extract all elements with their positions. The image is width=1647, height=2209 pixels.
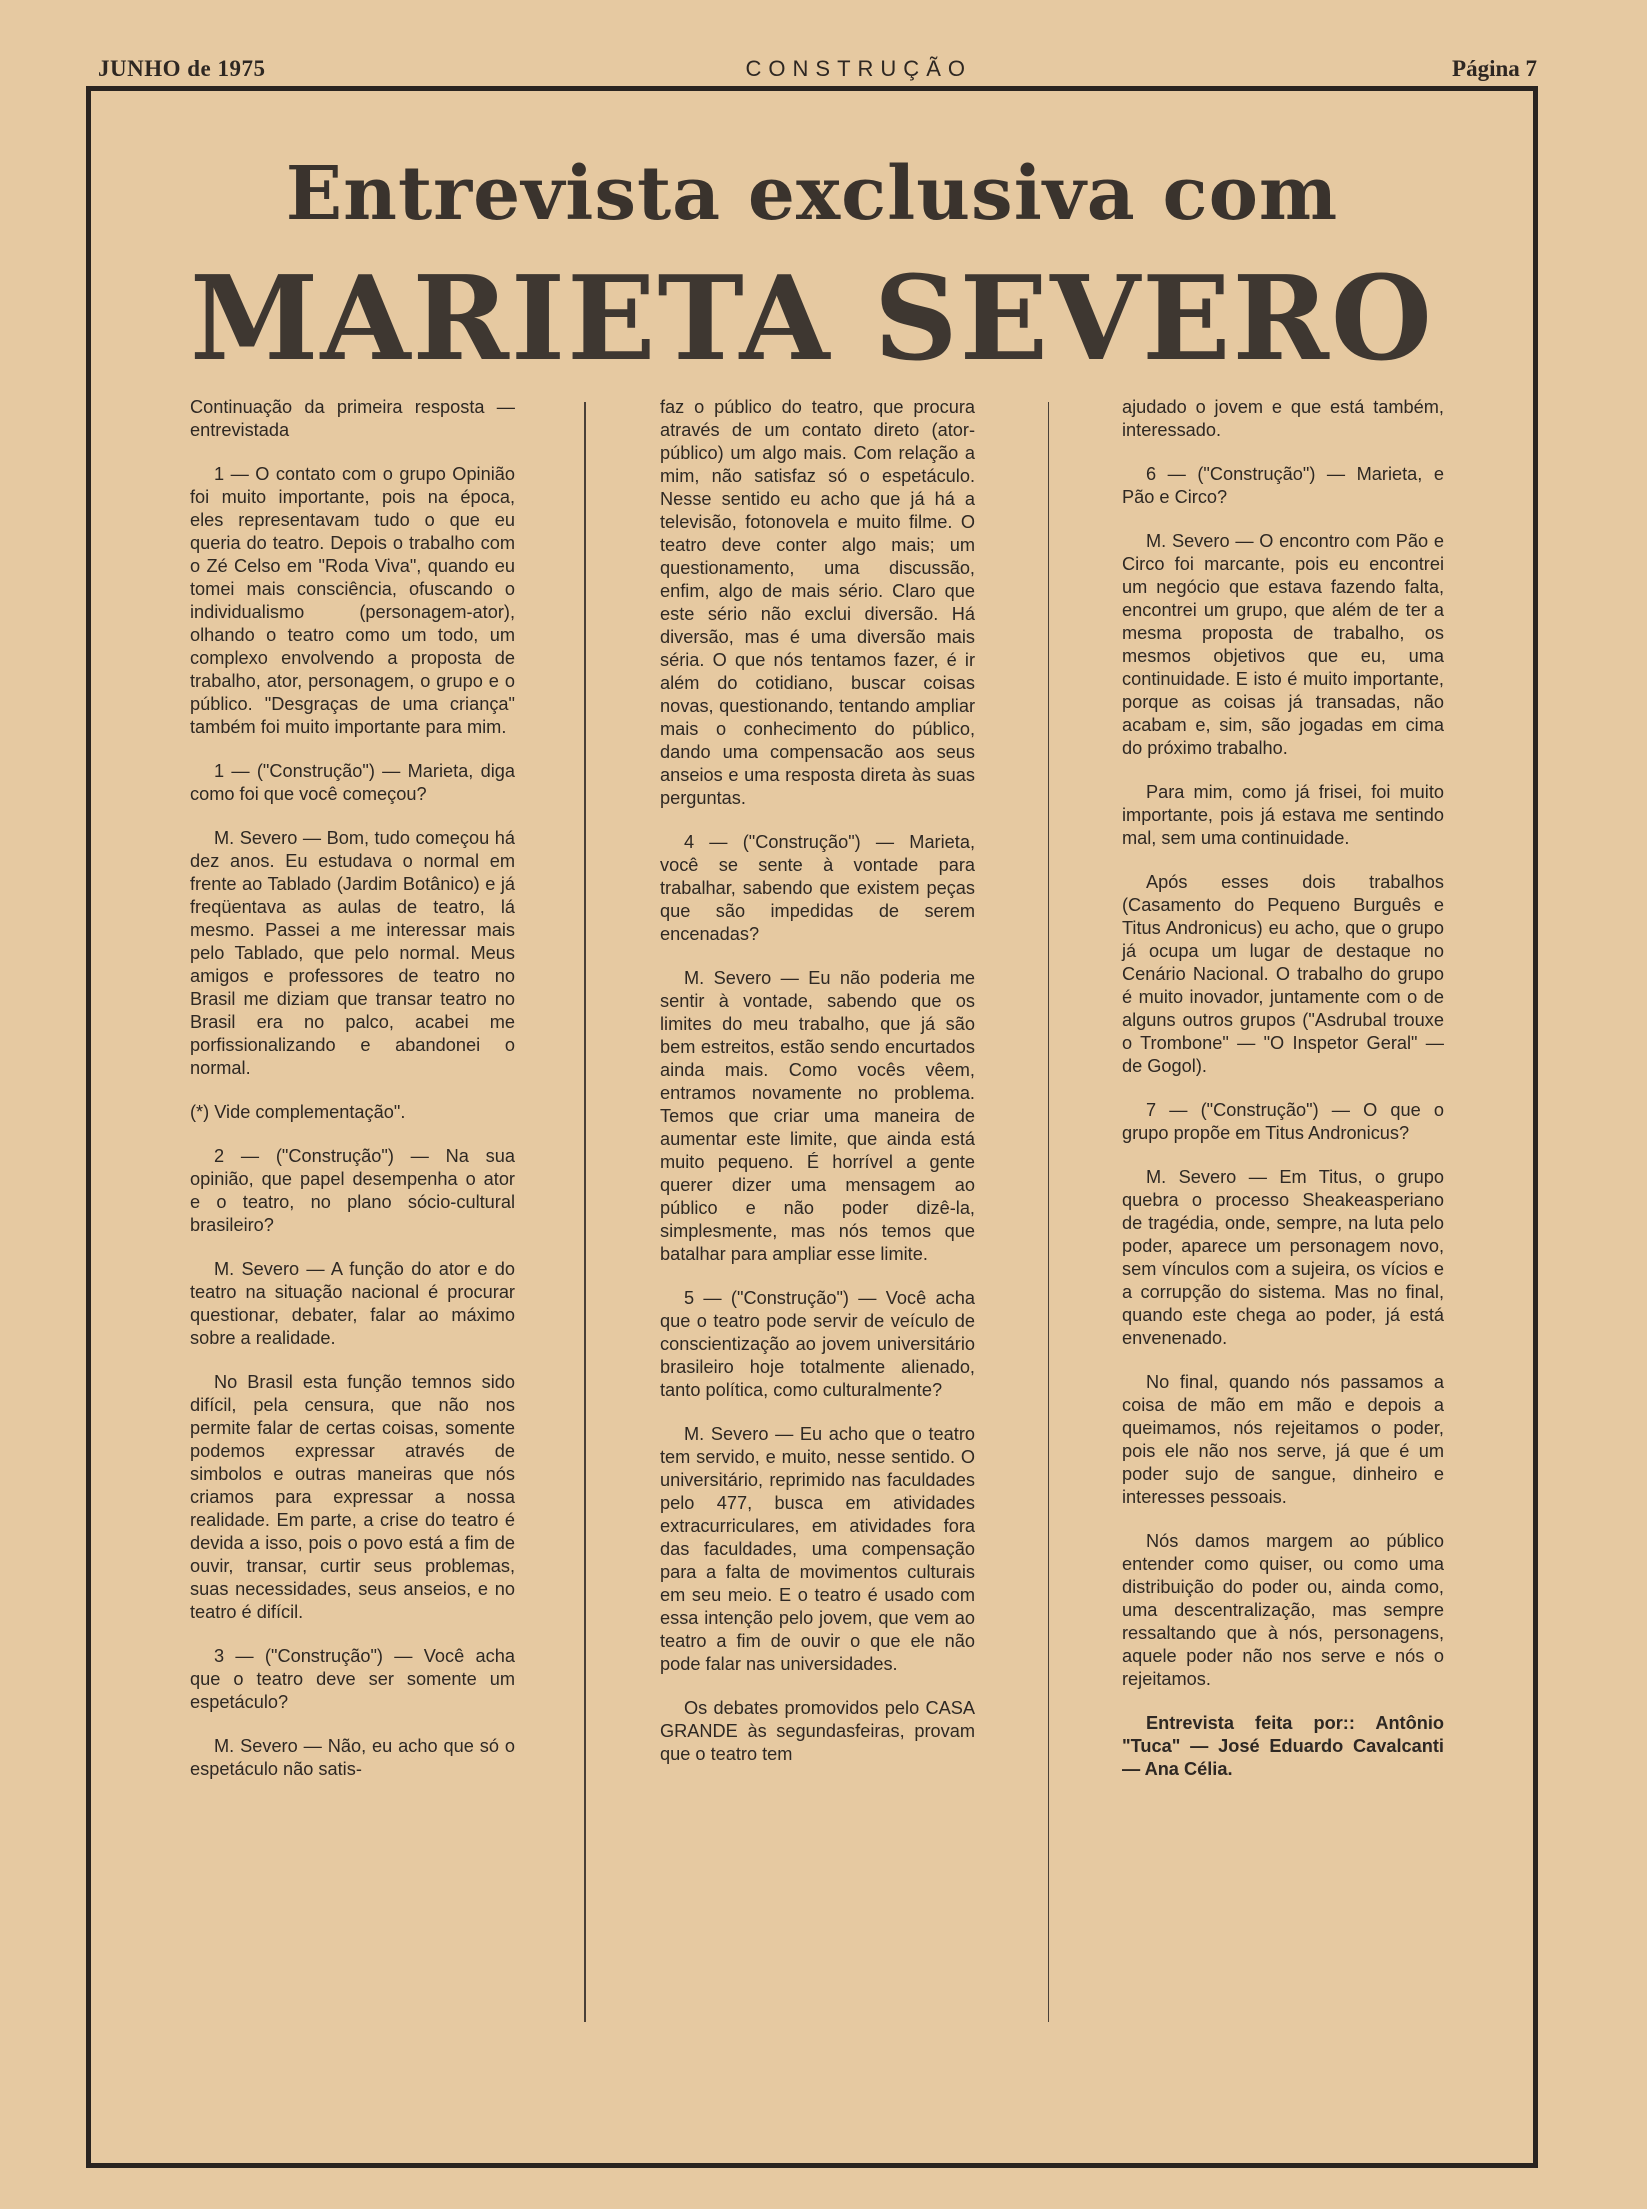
paragraph: 3 — ("Construção") — Você acha que o teatro deve ser somente um espetáculo? [190, 1646, 515, 1712]
issue-date: JUNHO de 1975 [98, 56, 266, 81]
paragraph: Após esses dois trabalhos (Casamento do Pequeno Burguês e Titus Andronicus) eu acho, que o grupo já ocupa um lugar de destaque no Cenário Nacional. O trabalho do grupo é muito inovador, juntamente com o de alguns outros grupos ("Asdrubal trouxe o Trombone" — "O Inspetor Geral" — de Gogol). [1122, 872, 1444, 1076]
paragraph: 5 — ("Construção") — Você acha que o teatro pode servir de veículo de conscientização ao jovem universitário brasileiro hoje totalmente alienado, tanto política, como culturalmente? [660, 1288, 975, 1400]
paragraph: 7 — ("Construção") — O que o grupo propõe em Titus Andronicus? [1122, 1100, 1444, 1143]
paragraph: 6 — ("Construção") — Marieta, e Pão e Circo? [1122, 464, 1444, 507]
paragraph: M. Severo — Em Titus, o grupo quebra o processo Sheakeasperiano de tragédia, onde, sempre, na luta pelo poder, aparece um personagem novo, sem vínculos com a sujeira, os vícios e a corrupção do sistema. Mas no final, quando este chega ao poder, já está envenenado. [1122, 1167, 1444, 1348]
paragraph: M. Severo — Bom, tudo começou há dez anos. Eu estudava o normal em frente ao Tablado (Jardim Botânico) e já freqüentava as aulas de teatro, lá mesmo. Passei a me interessar mais pelo Tablado, que pelo normal. Meus amigos e professores de teatro no Brasil me diziam que transar teatro no Brasil era no palco, acabei me porfissionalizando e abandonei o normal. [190, 828, 515, 1078]
newspaper-name: CONSTRUÇÃO [745, 56, 972, 81]
paragraph: M. Severo — Eu não poderia me sentir à vontade, sabendo que os limites do meu trabalho, que já são bem estreitos, estão sendo encurtados ainda mais. Como vocês vêem, entramos novamente no problema. Temos que criar uma maneira de aumentar este limite, que ainda está muito pequeno. É horrível a gente querer dizer uma mensagem ao público e não poder dizê-la, simplesmente, mas nós temos que batalhar para ampliar esse limite. [660, 968, 975, 1264]
paragraph: M. Severo — O encontro com Pão e Circo foi marcante, pois eu encontrei um negócio que estava fazendo falta, encontrei um grupo, que além de ter a mesma proposta de trabalho, os mesmos objetivos que eu, uma continuidade. E isto é muito importante, porque as coisas já transadas, não acabam e, sim, são jogadas em cima do próximo trabalho. [1122, 531, 1444, 758]
paragraph: Nós damos margem ao público entender como quiser, ou como uma distribuição do poder ou, ainda como, uma descentralização, mas sempre ressaltando que à nós, personagens, aquele poder não nos serve e nós o rejeitamos. [1122, 1531, 1444, 1689]
article-column-3 [1122, 396, 1444, 1802]
interview-credits: Entrevista feita por:: Antônio "Tuca" — José Eduardo Cavalcanti — Ana Célia. [1122, 1713, 1444, 1779]
paragraph: 1 — ("Construção") — Marieta, diga como foi que você começou? [190, 761, 515, 804]
paragraph: No final, quando nós passamos a coisa de mão em mão e depois a queimamos, nós rejeitamos o poder, pois ele não nos serve, já que é um poder sujo de sangue, dinheiro e interesses pessoais. [1122, 1372, 1444, 1507]
paragraph: faz o público do teatro, que procura através de um contato direto (ator-público) um algo mais. Com relação a mim, não satisfaz só o espetáculo. Nesse sentido eu acho que já há a televisão, fotonovela e muito filme. O teatro deve conter algo mais; um questionamento, uma discussão, enfim, algo de mais sério. Claro que este sério não exclui diversão. Há diversão, mas é uma diversão mais séria. O que nós tentamos fazer, é ir além do cotidiano, buscar coisas novas, questionando, tentando ampliar mais o conhecimento do público, dando uma compensacão aos seus anseios e uma resposta direta às suas perguntas. [660, 397, 975, 808]
page-number: Página 7 [1452, 56, 1537, 81]
headline-line-2: MARIETA SEVERO [190, 251, 1434, 387]
paragraph: 4 — ("Construção") — Marieta, você se sente à vontade para trabalhar, sabendo que existem peças que são impedidas de serem encenadas? [660, 832, 975, 944]
paragraph: Para mim, como já frisei, foi muito importante, pois já estava me sentindo mal, sem uma continuidade. [1122, 782, 1444, 848]
paragraph: 1 — O contato com o grupo Opinião foi muito importante, pois na época, eles representavam tudo o que eu queria do teatro. Depois o trabalho com o Zé Celso em "Roda Viva", quando eu tomei mais consciência, ofuscando o individualismo (personagem-ator), olhando o teatro como um todo, um complexo envolvendo a proposta de trabalho, ator, personagem, o grupo e o público. "Desgraças de uma criança" também foi muito importante para mim. [190, 464, 515, 737]
paragraph: M. Severo — Não, eu acho que só o espetáculo não satis- [190, 1736, 515, 1779]
headline-line-1: Entrevista exclusiva com [285, 151, 1339, 237]
paragraph: M. Severo — A função do ator e do teatro na situação nacional é procurar questionar, debater, falar ao máximo sobre a realidade. [190, 1259, 515, 1348]
paragraph: 2 — ("Construção") — Na sua opinião, que papel desempenha o ator e o teatro, no plano sócio-cultural brasileiro? [190, 1146, 515, 1235]
article-column-2 [660, 396, 975, 1787]
column-divider [1048, 402, 1049, 2022]
page-header [98, 52, 1537, 86]
paragraph: Continuação da primeira resposta — entrevistada [190, 397, 515, 440]
paragraph: Os debates promovidos pelo CASA GRANDE às segundasfeiras, provam que o teatro tem [660, 1698, 975, 1764]
paragraph: No Brasil esta função temnos sido difícil, pela censura, que não nos permite falar de certas coisas, somente podemos expressar através de simbolos e outras maneiras que nós criamos para expressar a nossa realidade. Em parte, a crise do teatro é devida a isso, pois o povo está a fim de ouvir, transar, curtir seus problemas, suas necessidades, seus anseios, e no teatro é difícil. [190, 1372, 515, 1622]
article-column-1 [190, 396, 515, 1802]
paragraph: ajudado o jovem e que está também, interessado. [1122, 397, 1444, 440]
column-divider [584, 402, 586, 2022]
paragraph: M. Severo — Eu acho que o teatro tem servido, e muito, nesse sentido. O universitário, reprimido nas faculdades pelo 477, busca em atividades extracurriculares, em atividades fora das faculdades, uma compensação para a falta de movimentos culturais em seu meio. E o teatro é usado com essa intenção pelo jovem, que vem ao teatro a fim de ouvir o que ele não pode falar nas universidades. [660, 1424, 975, 1674]
paragraph: (*) Vide complementação". [190, 1102, 406, 1122]
